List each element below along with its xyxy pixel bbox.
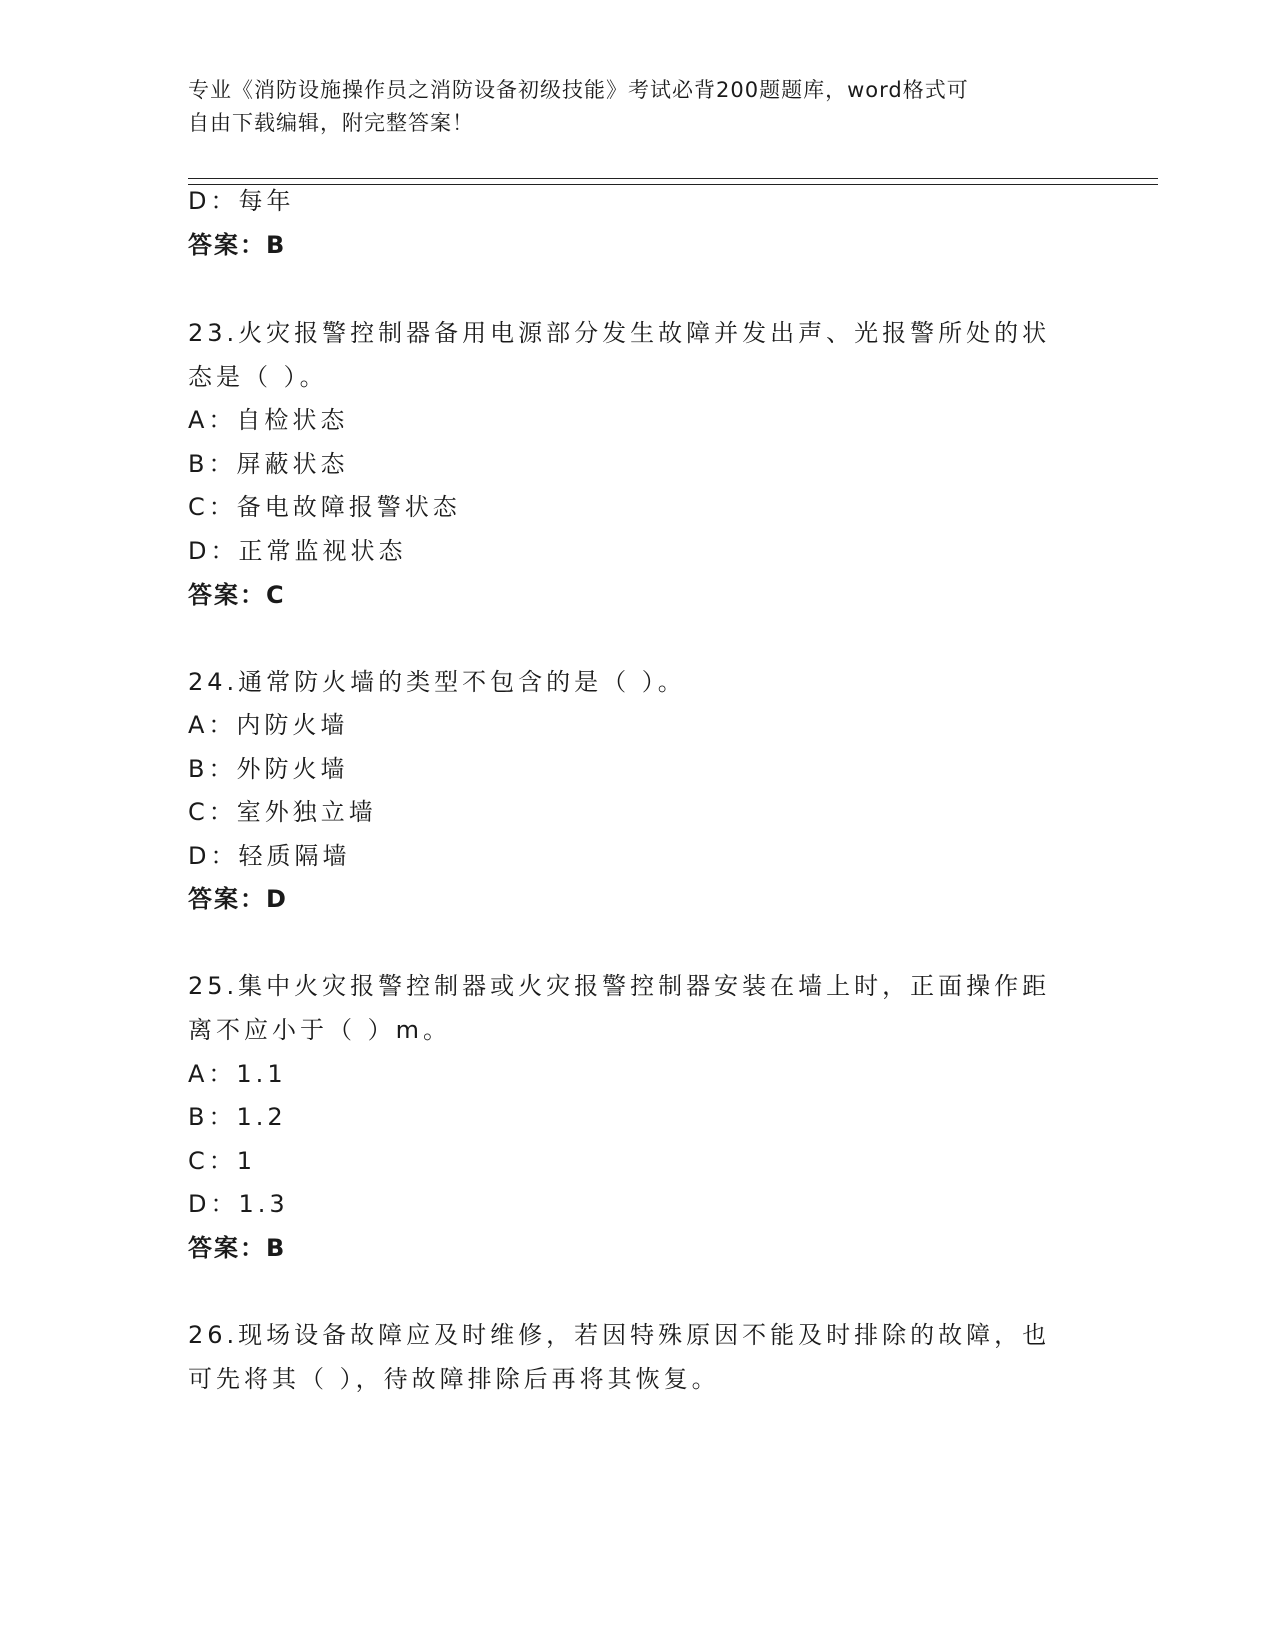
q23-answer: 答案：C xyxy=(188,581,286,609)
header-title-line-2: 自由下载编辑，附完整答案！ xyxy=(188,111,474,135)
q23-stem-line-2: 态是（ ）。 xyxy=(188,363,328,391)
q25-option-a: A：1.1 xyxy=(188,1060,287,1088)
q25-option-b: B：1.2 xyxy=(188,1103,287,1131)
header-divider-bottom xyxy=(188,184,1158,185)
q25-answer: 答案：B xyxy=(188,1234,287,1262)
q26-stem-line-2: 可先将其（ ），待故障排除后再将其恢复。 xyxy=(188,1365,720,1393)
q23-option-d: D：正常监视状态 xyxy=(188,537,407,565)
q22-answer: 答案：B xyxy=(188,231,287,259)
q24-option-b: B：外防火墙 xyxy=(188,755,349,783)
q25-option-d: D：1.3 xyxy=(188,1190,289,1218)
q23-stem-line-1: 23.火灾报警控制器备用电源部分发生故障并发出声、光报警所处的状 xyxy=(188,319,1051,347)
q24-stem-line-1: 24.通常防火墙的类型不包含的是（ ）。 xyxy=(188,668,686,696)
q25-stem-line-1: 25.集中火灾报警控制器或火灾报警控制器安装在墙上时，正面操作距 xyxy=(188,972,1051,1000)
q23-option-b: B：屏蔽状态 xyxy=(188,450,349,478)
q25-option-c: C：1 xyxy=(188,1147,257,1175)
q24-option-a: A：内防火墙 xyxy=(188,711,349,739)
q24-answer: 答案：D xyxy=(188,885,288,913)
q25-stem-line-2: 离不应小于（ ）m。 xyxy=(188,1016,452,1044)
q26-stem-line-1: 26.现场设备故障应及时维修，若因特殊原因不能及时排除的故障，也 xyxy=(188,1321,1051,1349)
q23-option-a: A：自检状态 xyxy=(188,406,349,434)
document-header xyxy=(188,74,1068,140)
q24-option-d: D：轻质隔墙 xyxy=(188,842,351,870)
header-title-line-1: 专业《消防设施操作员之消防设备初级技能》考试必背200题题库，word格式可 xyxy=(188,78,969,102)
q24-option-c: C：室外独立墙 xyxy=(188,798,377,826)
header-divider-top xyxy=(188,178,1158,179)
q23-option-c: C：备电故障报警状态 xyxy=(188,493,461,521)
q22-option-d: D：每年 xyxy=(188,187,295,215)
